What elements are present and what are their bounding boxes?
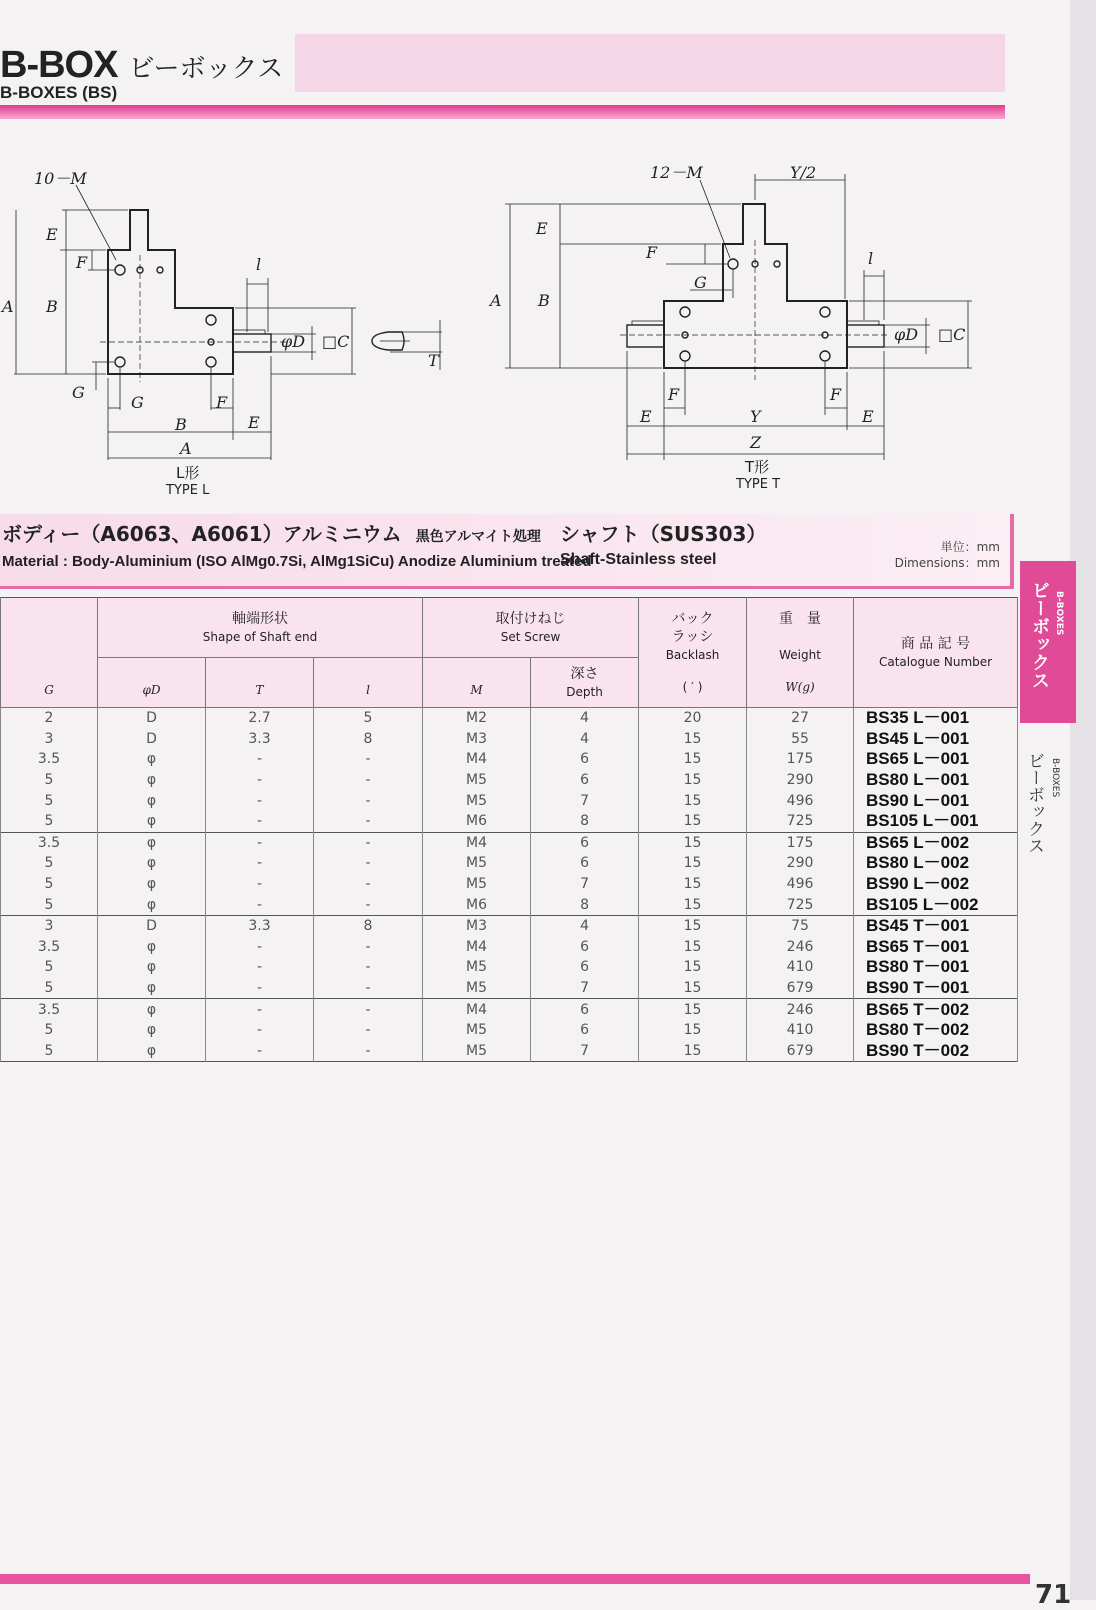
table-cell: D	[98, 708, 206, 729]
col-shaft-en: Shape of Shaft end	[202, 629, 318, 644]
table-cell: M5	[423, 790, 531, 811]
catalog-number-cell: BS90 L－001	[854, 790, 1018, 811]
l-dim-t: T	[428, 351, 439, 370]
table-cell: -	[206, 1041, 314, 1062]
table-cell: 20	[639, 708, 747, 729]
catalog-number-cell: BS90 T－002	[854, 1041, 1018, 1062]
table-cell: -	[314, 978, 423, 999]
side-tab-plain-jp: ビーボックス	[1024, 752, 1044, 854]
table-cell: D	[98, 729, 206, 750]
table-cell: 15	[639, 915, 747, 936]
table-cell: 8	[314, 729, 423, 750]
col-g: G	[1, 598, 98, 708]
col-catalog	[854, 598, 1018, 708]
side-index-tab[interactable]	[1022, 752, 1096, 858]
col-weight-en: Weight	[779, 647, 821, 662]
l-dim-c: □C	[322, 332, 350, 351]
table-cell: 5	[1, 853, 98, 874]
table-cell: 15	[639, 853, 747, 874]
t-dim-l: l	[868, 249, 874, 268]
table-cell: 15	[639, 811, 747, 832]
table-row	[1, 1020, 1018, 1041]
col-depth-jp: 深さ	[570, 666, 599, 682]
material-body-en: Material : Body-Aluminium (ISO AlMg0.7Si, AlMg1SiCu) Anodize Aluminium treated	[2, 553, 592, 570]
table-cell: 8	[531, 894, 639, 915]
table-cell: -	[206, 749, 314, 770]
side-tab-jp: ビーボックス	[1029, 581, 1050, 689]
table-cell: -	[314, 1020, 423, 1041]
table-cell: 5	[314, 708, 423, 729]
unit-en: Dimensions：mm	[894, 556, 1000, 570]
table-cell: 15	[639, 937, 747, 958]
t-dim-phid: φD	[894, 325, 919, 344]
table-cell: 7	[531, 1041, 639, 1062]
table-cell: 8	[314, 915, 423, 936]
table-cell: 3	[1, 729, 98, 750]
table-cell: φ	[98, 1041, 206, 1062]
table-cell: 15	[639, 894, 747, 915]
type-t-drawing	[505, 174, 972, 460]
table-cell: -	[206, 894, 314, 915]
t-caption-jp: T形	[745, 458, 770, 476]
col-screw-jp: 取付けねじ	[495, 610, 566, 627]
col-weight-unit: W(g)	[785, 679, 815, 694]
l-dim-phid: φD	[281, 332, 306, 351]
table-cell: 5	[1, 957, 98, 978]
table-cell: M4	[423, 999, 531, 1020]
table-cell: 5	[1, 978, 98, 999]
table-cell: -	[206, 811, 314, 832]
table-cell: 6	[531, 1020, 639, 1041]
table-cell: 2.7	[206, 708, 314, 729]
table-cell: -	[206, 1020, 314, 1041]
col-shaft	[98, 598, 423, 658]
table-cell: 15	[639, 957, 747, 978]
table-cell: 15	[639, 978, 747, 999]
table-row	[1, 729, 1018, 750]
catalog-number-cell: BS80 T－001	[854, 957, 1018, 978]
table-cell: M5	[423, 853, 531, 874]
table-cell: M5	[423, 770, 531, 791]
col-weight-jp: 重 量	[779, 610, 822, 627]
table-cell: 290	[747, 770, 854, 791]
table-row	[1, 957, 1018, 978]
table-cell: φ	[98, 999, 206, 1020]
catalog-number-cell: BS65 L－002	[854, 832, 1018, 853]
table-cell: -	[314, 853, 423, 874]
table-cell: 3.5	[1, 999, 98, 1020]
table-cell: 7	[531, 874, 639, 895]
title-block	[0, 44, 283, 103]
table-cell: -	[206, 832, 314, 853]
table-row	[1, 853, 1018, 874]
l-dim-b-vert: B	[46, 297, 58, 316]
table-cell: 4	[531, 915, 639, 936]
material-body-note: 黒色アルマイト処理	[415, 529, 541, 545]
table-cell: 725	[747, 894, 854, 915]
table-cell: M5	[423, 957, 531, 978]
col-m: M	[423, 658, 531, 708]
table-cell: φ	[98, 957, 206, 978]
catalog-number-cell: BS80 L－001	[854, 770, 1018, 791]
table-cell: 246	[747, 937, 854, 958]
table-cell: M3	[423, 729, 531, 750]
col-catalog-en: Catalogue Number	[878, 654, 993, 669]
table-cell: 410	[747, 957, 854, 978]
table-cell: 15	[639, 729, 747, 750]
table-row	[1, 790, 1018, 811]
table-cell: -	[206, 874, 314, 895]
table-cell: 5	[1, 1041, 98, 1062]
l-dim-a-horiz: A	[180, 439, 192, 458]
catalog-number-cell: BS80 L－002	[854, 853, 1018, 874]
col-screw-en: Set Screw	[500, 629, 561, 644]
table-cell: M5	[423, 874, 531, 895]
table-cell: 290	[747, 853, 854, 874]
catalog-number-cell: BS90 L－002	[854, 874, 1018, 895]
col-depth-en: Depth	[566, 685, 603, 699]
spec-table	[0, 597, 1018, 1062]
l-caption-jp: L形	[176, 464, 200, 482]
table-cell: -	[206, 853, 314, 874]
col-backlash-jp2: ラッシ	[671, 628, 714, 645]
t-dim-half-y: Y/2	[790, 163, 817, 182]
table-row	[1, 832, 1018, 853]
table-cell: -	[206, 790, 314, 811]
table-row	[1, 749, 1018, 770]
table-cell: 175	[747, 832, 854, 853]
table-cell: φ	[98, 937, 206, 958]
table-cell: 3.5	[1, 832, 98, 853]
table-cell: -	[206, 999, 314, 1020]
table-cell: φ	[98, 1020, 206, 1041]
l-dim-g-horiz: G	[131, 393, 144, 412]
l-dim-e: E	[46, 225, 58, 244]
l-dim-f: F	[76, 253, 88, 272]
table-cell: 6	[531, 749, 639, 770]
table-row	[1, 937, 1018, 958]
table-cell: M3	[423, 915, 531, 936]
t-dim-f-right: F	[830, 385, 842, 404]
table-cell: 7	[531, 978, 639, 999]
catalog-number-cell: BS105 L－002	[854, 894, 1018, 915]
material-shaft-jp: シャフト（SUS303）	[560, 522, 767, 546]
table-cell: 6	[531, 957, 639, 978]
material-body-jp-text: ボディー（A6063、A6061）アルミニウム	[2, 522, 402, 546]
t-dim-c: □C	[938, 325, 966, 344]
col-catalog-jp: 商 品 記 号	[900, 635, 971, 652]
table-row	[1, 915, 1018, 936]
table-cell: -	[206, 937, 314, 958]
table-cell: 6	[531, 832, 639, 853]
table-cell: 27	[747, 708, 854, 729]
table-row	[1, 811, 1018, 832]
table-cell: 725	[747, 811, 854, 832]
side-tab-plain-en: B-BOXES	[1050, 758, 1060, 798]
t-dim-b: B	[538, 291, 550, 310]
l-dim-f-horiz: F	[216, 393, 228, 412]
t-hole-label: 12－M	[650, 163, 703, 182]
table-cell: 5	[1, 1020, 98, 1041]
l-caption-en: TYPE L	[166, 483, 210, 498]
table-cell: 679	[747, 978, 854, 999]
table-cell: φ	[98, 770, 206, 791]
table-cell: D	[98, 915, 206, 936]
table-cell: 15	[639, 770, 747, 791]
table-cell: 5	[1, 874, 98, 895]
material-shaft-en: Shaft-Stainless steel	[560, 551, 717, 568]
table-cell: 15	[639, 1020, 747, 1041]
table-cell: φ	[98, 874, 206, 895]
t-dim-e-vert: E	[536, 219, 548, 238]
table-cell: 5	[1, 770, 98, 791]
table-cell: 3	[1, 915, 98, 936]
table-cell: M5	[423, 978, 531, 999]
table-cell: 3.3	[206, 915, 314, 936]
table-cell: 410	[747, 1020, 854, 1041]
table-cell: 2	[1, 708, 98, 729]
col-weight	[747, 598, 854, 708]
table-cell: M5	[423, 1041, 531, 1062]
table-cell: 55	[747, 729, 854, 750]
table-cell: -	[314, 894, 423, 915]
table-cell: φ	[98, 811, 206, 832]
table-cell: M4	[423, 749, 531, 770]
t-dim-g: G	[694, 273, 707, 292]
table-cell: 679	[747, 1041, 854, 1062]
side-tab-en: B-BOXES	[1054, 591, 1064, 636]
table-cell: M4	[423, 937, 531, 958]
unit-jp: 単位：mm	[940, 540, 1000, 554]
catalog-number-cell: BS65 T－002	[854, 999, 1018, 1020]
col-d: φD	[98, 658, 206, 708]
table-cell: 5	[1, 811, 98, 832]
catalog-number-cell: BS65 T－001	[854, 937, 1018, 958]
catalog-number-cell: BS90 T－001	[854, 978, 1018, 999]
table-cell: M5	[423, 1020, 531, 1041]
table-cell: 15	[639, 790, 747, 811]
t-dim-y: Y	[750, 407, 761, 426]
t-dim-z: Z	[750, 433, 762, 452]
table-cell: -	[314, 749, 423, 770]
page-number: 71	[1035, 1580, 1072, 1610]
table-cell: φ	[98, 853, 206, 874]
l-dim-g: G	[72, 383, 85, 402]
table-cell: φ	[98, 832, 206, 853]
table-cell: -	[314, 770, 423, 791]
table-cell: φ	[98, 749, 206, 770]
header-band	[295, 34, 1005, 92]
table-cell: M2	[423, 708, 531, 729]
table-cell: φ	[98, 790, 206, 811]
page-title: B-BOX	[0, 44, 118, 86]
table-cell: 15	[639, 749, 747, 770]
l-dim-e-horiz: E	[248, 413, 260, 432]
type-l-drawing	[14, 185, 442, 460]
catalog-number-cell: BS80 T－002	[854, 1020, 1018, 1041]
table-cell: -	[206, 978, 314, 999]
table-cell: 496	[747, 874, 854, 895]
table-row	[1, 894, 1018, 915]
table-cell: M4	[423, 832, 531, 853]
catalog-number-cell: BS105 L－001	[854, 811, 1018, 832]
table-row	[1, 770, 1018, 791]
page-subtitle: B-BOXES (BS)	[0, 83, 118, 102]
col-backlash	[639, 598, 747, 708]
table-row	[1, 874, 1018, 895]
t-dim-e-right: E	[862, 407, 874, 426]
table-cell: 5	[1, 790, 98, 811]
table-cell: 246	[747, 999, 854, 1020]
table-cell: 7	[531, 790, 639, 811]
side-index-tab-active[interactable]	[1020, 561, 1076, 723]
table-cell: -	[314, 999, 423, 1020]
table-cell: 6	[531, 999, 639, 1020]
col-backlash-unit: ( ′ )	[682, 679, 703, 694]
t-caption-en: TYPE T	[736, 477, 781, 492]
col-l: l	[314, 658, 423, 708]
table-cell: 6	[531, 853, 639, 874]
table-cell: -	[206, 957, 314, 978]
table-row	[1, 999, 1018, 1020]
table-cell: -	[314, 957, 423, 978]
t-dim-f-left: F	[668, 385, 680, 404]
table-cell: 5	[1, 894, 98, 915]
t-dim-f-vert: F	[646, 243, 658, 262]
table-cell: -	[314, 790, 423, 811]
table-cell: -	[314, 832, 423, 853]
catalog-number-cell: BS65 L－001	[854, 749, 1018, 770]
table-cell: 4	[531, 708, 639, 729]
table-row	[1, 978, 1018, 999]
col-backlash-jp1: バック	[671, 610, 714, 627]
table-cell: -	[314, 874, 423, 895]
l-hole-label: 10－M	[34, 169, 87, 188]
table-cell: -	[314, 811, 423, 832]
l-dim-b-horiz: B	[175, 415, 187, 434]
page-title-jp: ビーボックス	[128, 54, 284, 84]
t-dim-a: A	[490, 291, 502, 310]
table-cell: 15	[639, 999, 747, 1020]
table-cell: φ	[98, 894, 206, 915]
table-cell: 75	[747, 915, 854, 936]
table-row	[1, 708, 1018, 729]
table-cell: 15	[639, 1041, 747, 1062]
material-body-jp	[2, 518, 541, 547]
table-row	[1, 1041, 1018, 1062]
table-cell: 6	[531, 770, 639, 791]
table-cell: -	[314, 937, 423, 958]
table-cell: 15	[639, 832, 747, 853]
table-cell: 175	[747, 749, 854, 770]
table-cell: M6	[423, 894, 531, 915]
table-cell: φ	[98, 978, 206, 999]
table-cell: 3.5	[1, 937, 98, 958]
l-dim-l: l	[256, 255, 262, 274]
header-rule	[0, 105, 1005, 119]
table-cell: 4	[531, 729, 639, 750]
col-screw	[423, 598, 639, 658]
table-cell: -	[314, 1041, 423, 1062]
col-backlash-en: Backlash	[665, 647, 720, 662]
table-cell: 6	[531, 937, 639, 958]
technical-drawings	[0, 160, 1000, 560]
table-cell: 496	[747, 790, 854, 811]
spec-table-body	[1, 708, 1018, 1062]
table-cell: -	[206, 770, 314, 791]
t-dim-e-left: E	[640, 407, 652, 426]
catalog-number-cell: BS45 T－001	[854, 915, 1018, 936]
table-cell: 15	[639, 874, 747, 895]
catalog-number-cell: BS35 L－001	[854, 708, 1018, 729]
footer-rule	[0, 1574, 1030, 1584]
col-shaft-jp: 軸端形状	[232, 610, 289, 627]
col-t: T	[206, 658, 314, 708]
table-cell: 3.3	[206, 729, 314, 750]
l-dim-a-vert: A	[2, 297, 14, 316]
catalog-number-cell: BS45 L－001	[854, 729, 1018, 750]
table-cell: 8	[531, 811, 639, 832]
col-depth	[531, 658, 639, 708]
table-cell: M6	[423, 811, 531, 832]
table-cell: 3.5	[1, 749, 98, 770]
